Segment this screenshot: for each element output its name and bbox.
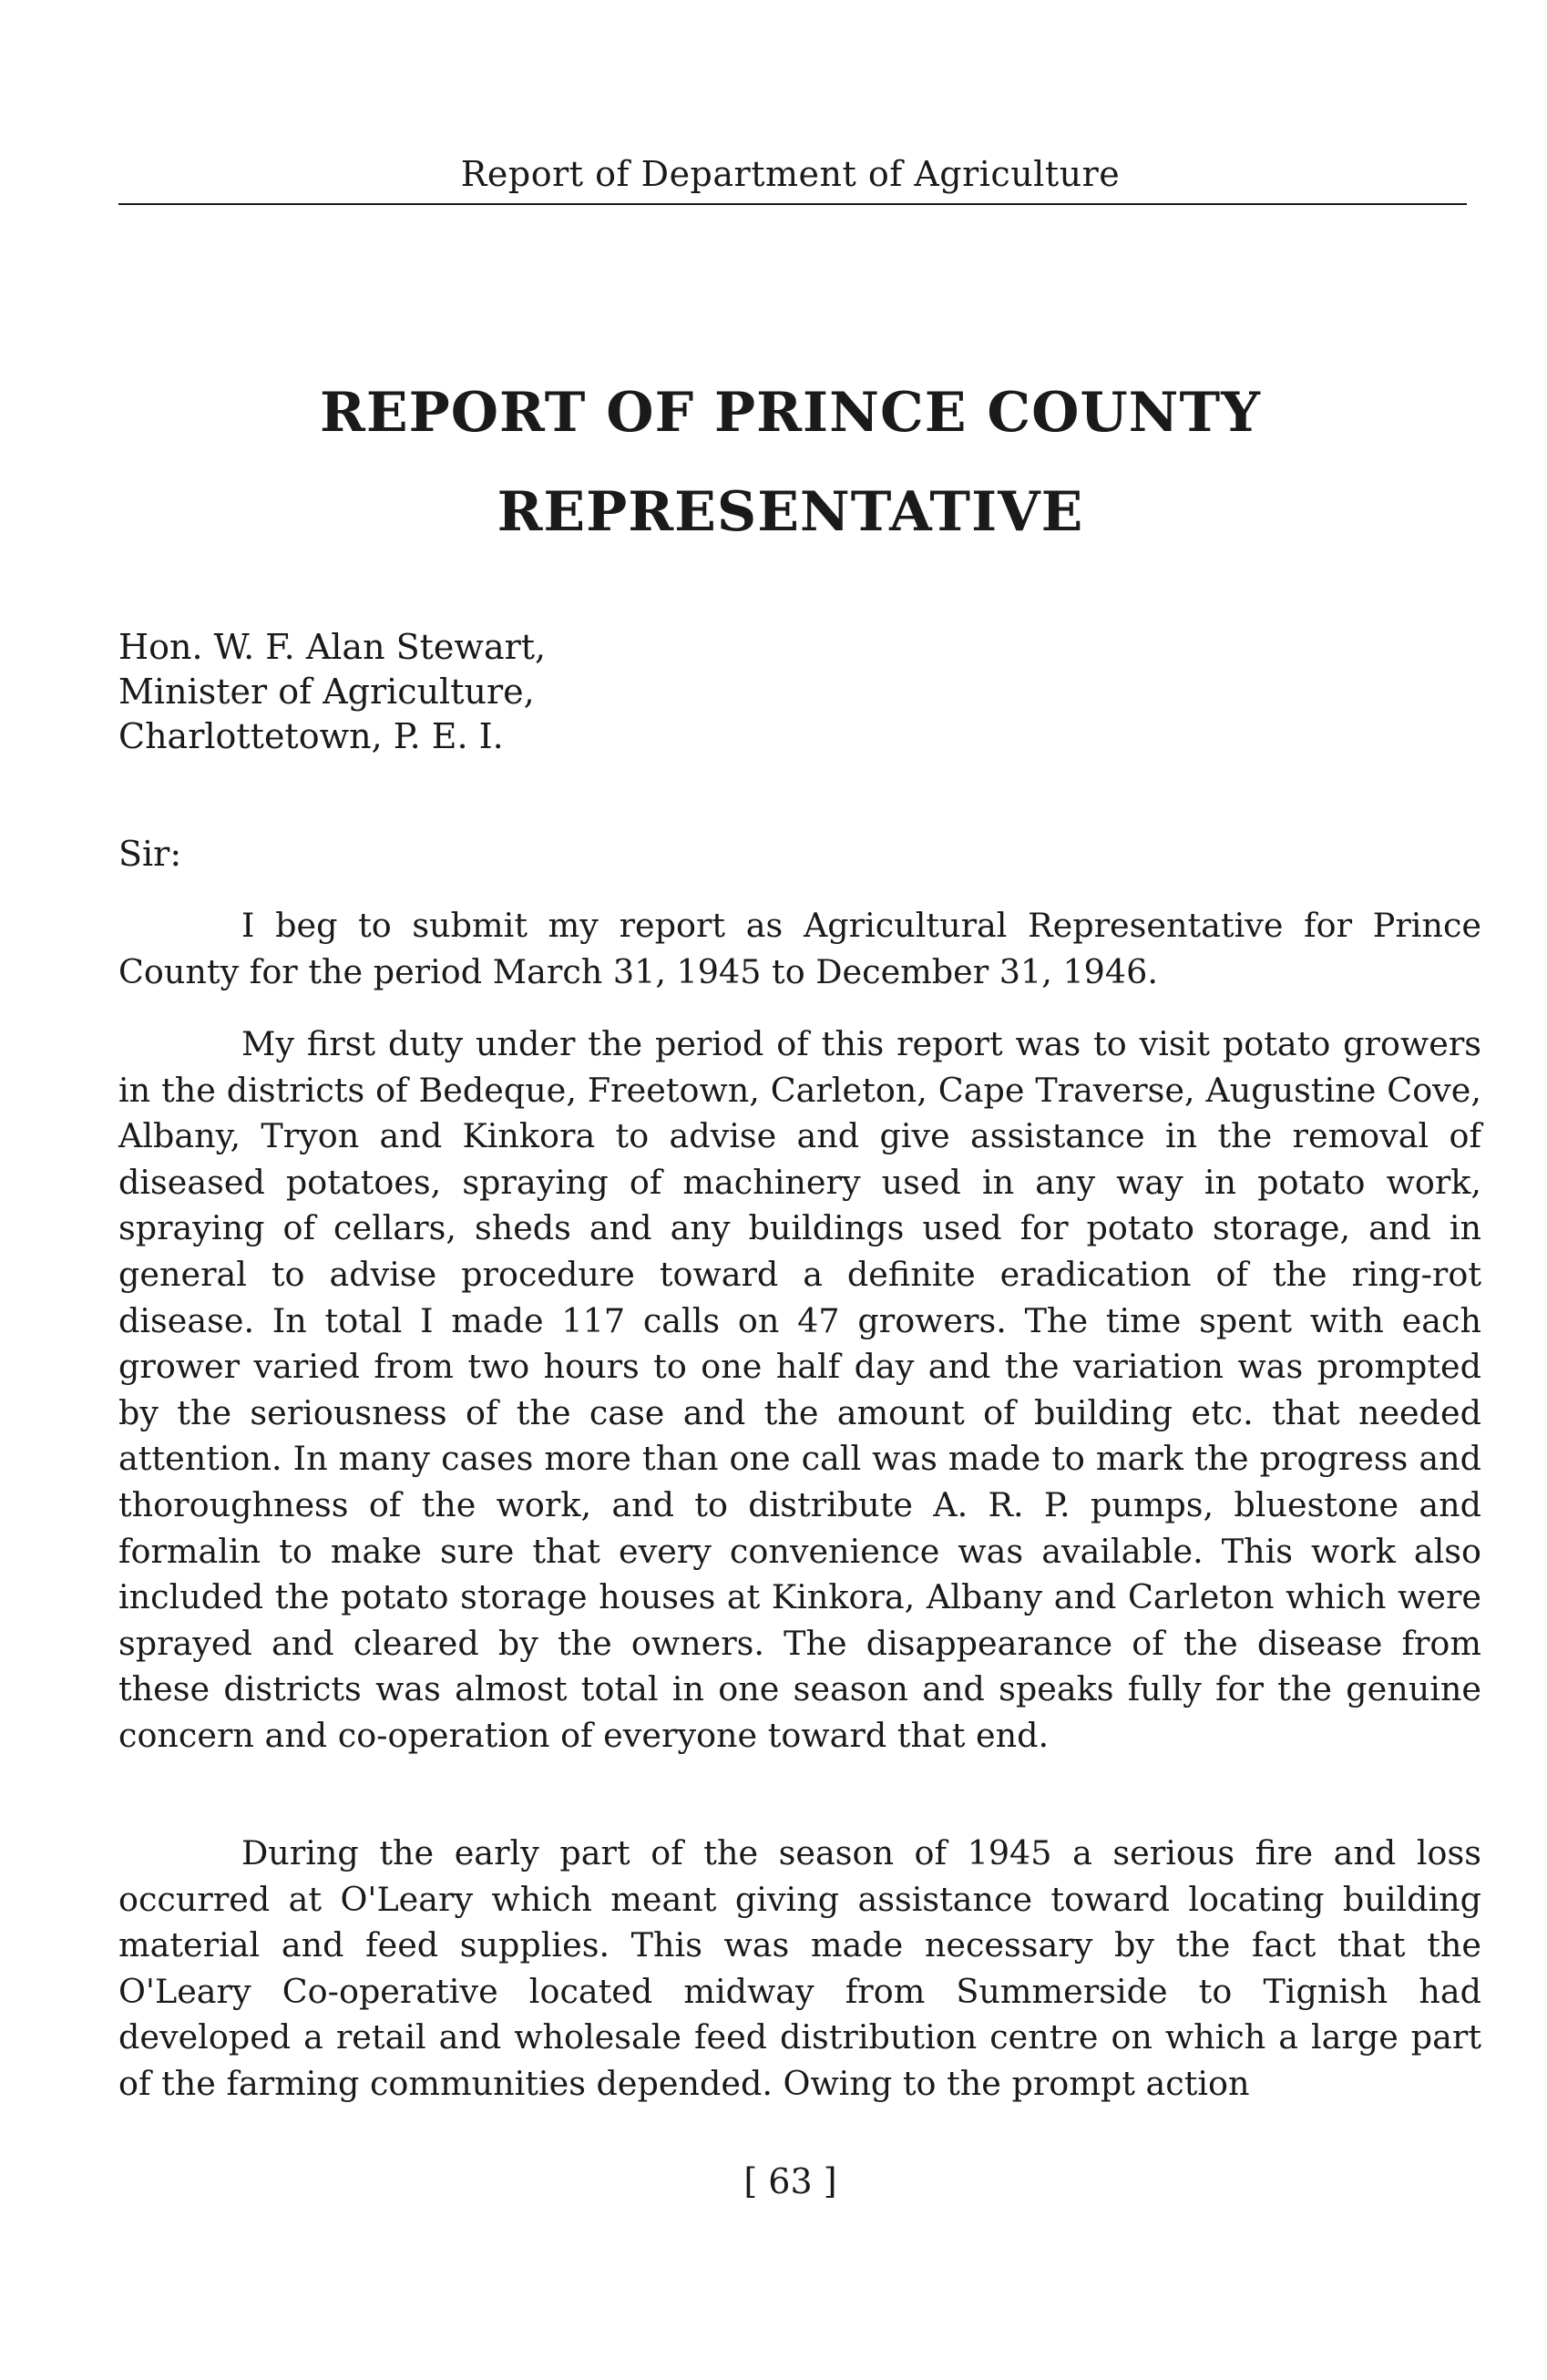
report-title-line-1: REPORT OF PRINCE COUNTY xyxy=(319,381,1261,445)
body-paragraph-2: My first duty under the period of this report was to visit potato growers in the districts of Bedeque, Freetown, Carleton, Cape Traverse, Augustine Cove, Albany, Tryon and Kinkora to advise and give assistance in the removal of diseased potatoes, spraying of machinery used in any way in potato work, spraying of cellars, sheds and any buildings used for potato storage, and in general to advise procedure toward a definite eradication of the ring-rot disease. In total I made 117 calls on 47 growers. The time spent with each grower varied from two hours to one half day and the variation was prompted by the seriousness of the case and the amount of building etc. that needed attention. In many cases more than one call was made to mark the progress and thoroughness of the work, and to distribute A. R. P. pumps, bluestone and formalin to make sure that every convenience was available. This work also included the potato storage houses at Kinkora, Albany and Carleton which were sprayed and cleared by the owners. The disappearance of the disease from these districts was almost total in one season and speaks fully for the genuine concern and co-operation of everyone toward that end. xyxy=(118,1024,1481,1755)
body-paragraph-3: During the early part of the season of 1945 a serious fire and loss occurred at O'Leary which meant giving assistance toward locating building material and feed supplies. This was made necessary by the fact that the O'Leary Co-operative located midway from Summerside to Tignish had developed a retail and wholesale feed distribution centre on which a large part of the farming communities depended. Owing to the prompt action xyxy=(118,1833,1481,2103)
page-number: [ 63 ] xyxy=(743,2161,837,2201)
header-rule xyxy=(118,203,1467,205)
body-paragraph-1: I beg to submit my report as Agricultural Representative for Prince County for the period March 31, 1945 to December 31, 1946. xyxy=(118,906,1481,991)
address-line-2: Minister of Agriculture, xyxy=(118,672,535,712)
report-title-line-2: REPRESENTATIVE xyxy=(497,480,1084,544)
address-line-1: Hon. W. F. Alan Stewart, xyxy=(118,627,547,667)
recipient-address xyxy=(118,625,546,759)
address-line-3: Charlottetown, P. E. I. xyxy=(118,716,504,756)
salutation: Sir: xyxy=(118,834,182,874)
running-header: Report of Department of Agriculture xyxy=(460,154,1121,194)
